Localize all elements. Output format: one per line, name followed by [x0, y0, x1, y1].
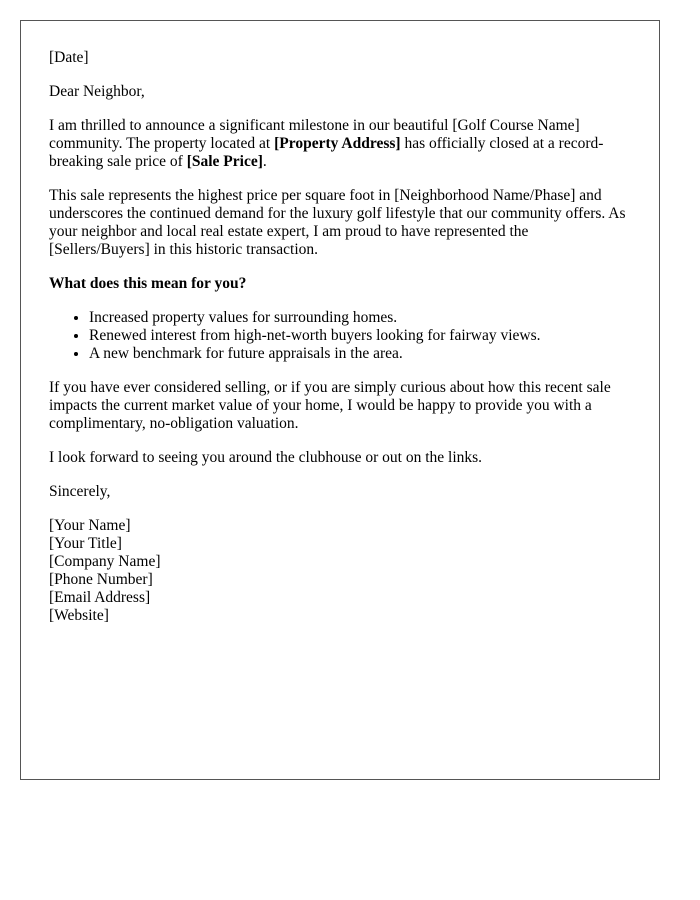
signature-block	[49, 517, 631, 625]
list-item: • A new benchmark for future appraisals in the area.	[89, 345, 631, 363]
signature-phone: [Phone Number]	[49, 571, 153, 588]
signature-company: [Company Name]	[49, 553, 161, 570]
signature-title: [Your Title]	[49, 535, 122, 552]
announcement-text-3: .	[262, 153, 267, 170]
salutation: Dear Neighbor,	[49, 83, 145, 100]
letter-date: [Date]	[49, 49, 89, 66]
list-item: • Increased property values for surrounding homes.	[89, 309, 631, 327]
letter-page	[20, 20, 660, 780]
announcement-text-1: I am thrilled to announce a significant milestone in our beautiful [Golf Course Name] community. The property located at	[49, 117, 580, 152]
benefits-list	[49, 309, 631, 363]
announcement-paragraph	[49, 117, 631, 171]
offer-paragraph: If you have ever considered selling, or if you are simply curious about how this recent sale impacts the current market value of your home, I would be happy to provide you with a complimentary, no-obligation valuation.	[49, 379, 611, 432]
closing: Sincerely,	[49, 483, 111, 500]
question-heading: What does this mean for you?	[49, 275, 247, 292]
sale-price: [Sale Price]	[186, 153, 263, 170]
list-item: • Renewed interest from high-net-worth buyers looking for fairway views.	[89, 327, 631, 345]
announcement-text-2: has officially closed at a record-breaking sale price of	[49, 135, 604, 170]
signature-email: [Email Address]	[49, 589, 151, 606]
details-paragraph: This sale represents the highest price per square foot in [Neighborhood Name/Phase] and underscores the continued demand for the luxury golf lifestyle that our community offers. As your neighbor and local real estate expert, I am proud to have represented the [Sellers/Buyers] in this historic transaction.	[49, 187, 626, 258]
signature-website: [Website]	[49, 607, 109, 624]
property-address: [Property Address]	[274, 135, 401, 152]
signature-name: [Your Name]	[49, 517, 131, 534]
closing-remark: I look forward to seeing you around the clubhouse or out on the links.	[49, 449, 483, 466]
